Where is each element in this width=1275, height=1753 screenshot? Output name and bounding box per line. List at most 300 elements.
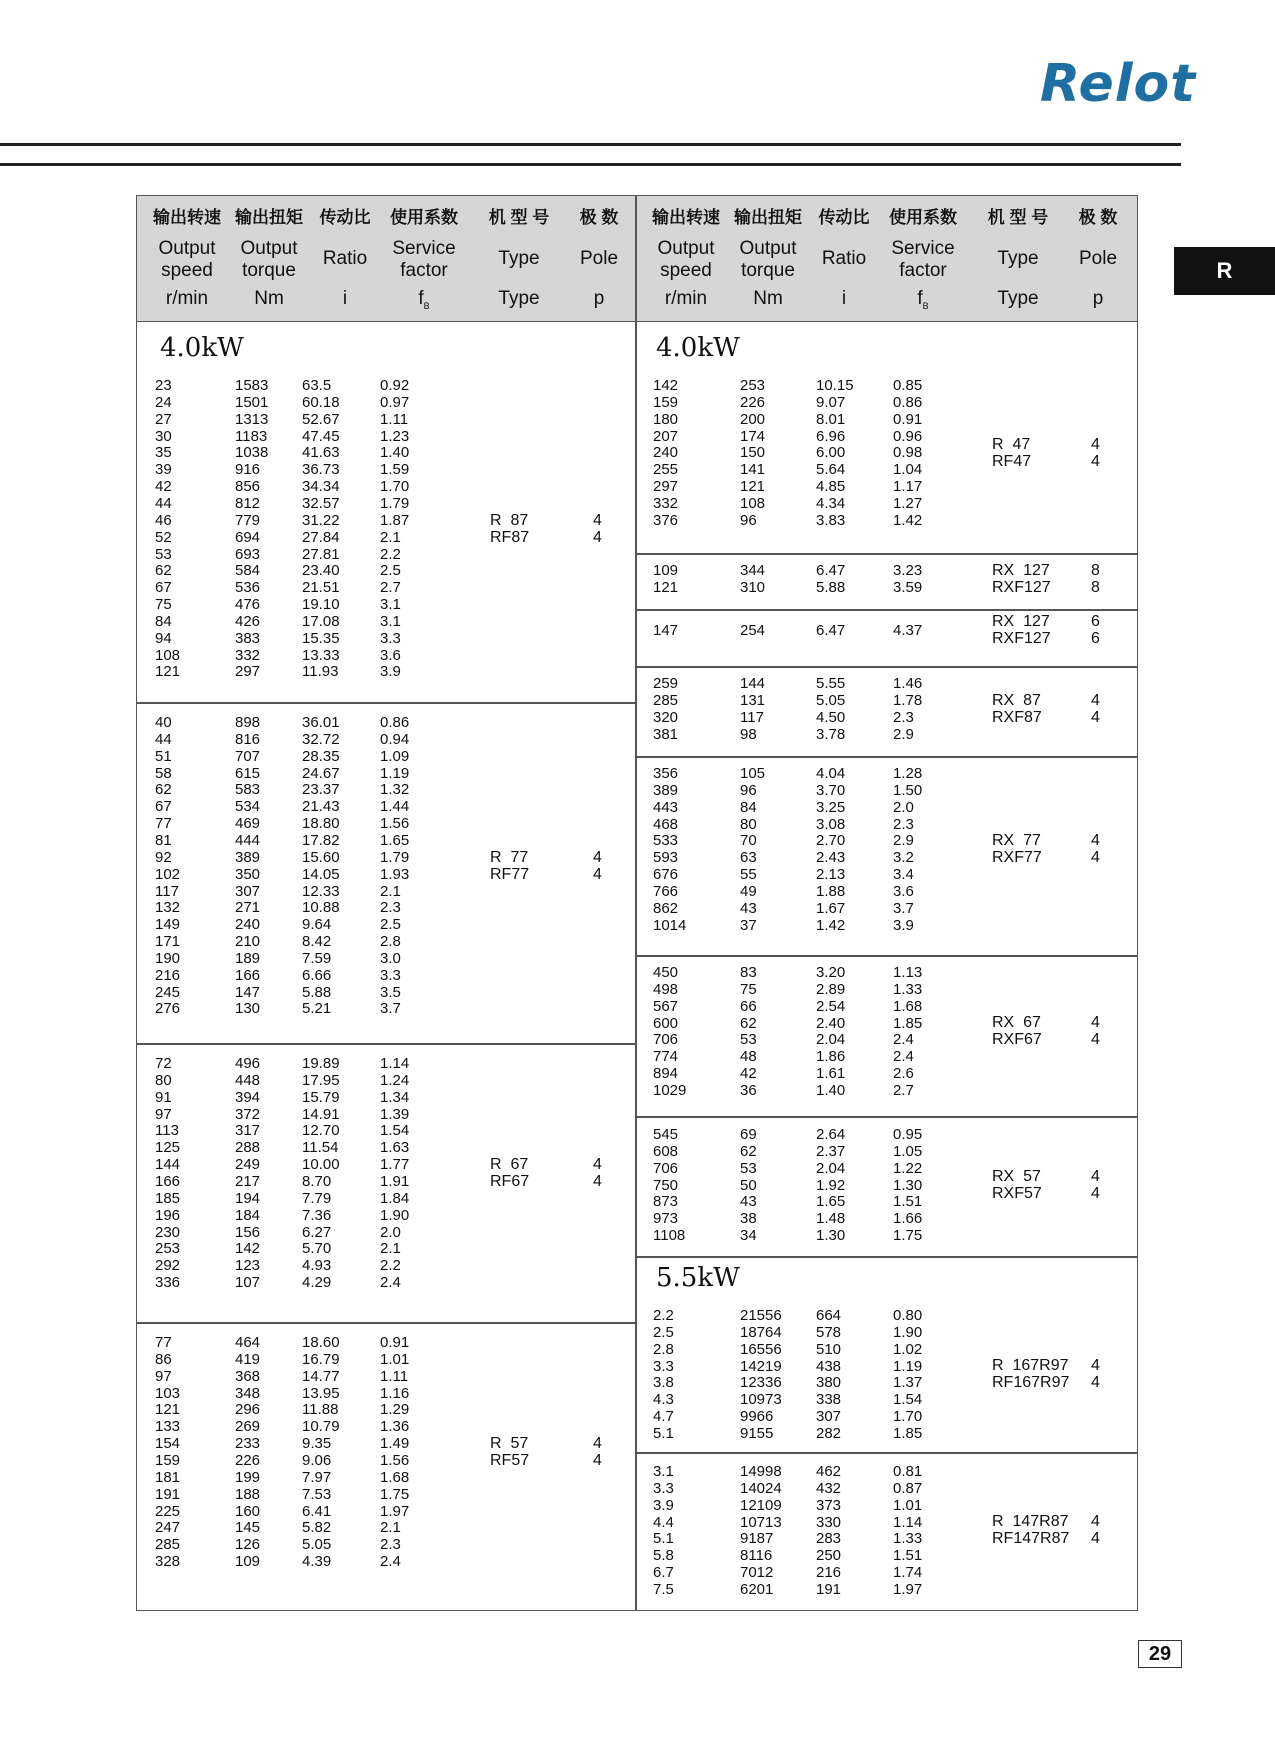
brand-logo-text: Relot: [1040, 54, 1197, 114]
table-row: [137, 866, 635, 884]
speed-cell: 3.9: [653, 1496, 674, 1514]
header-left-ratio-en: Ratio: [322, 248, 368, 269]
ratio-cell: 41.63: [302, 444, 340, 462]
speed-cell: 40: [155, 714, 172, 731]
service-factor-cell: 1.68: [893, 997, 923, 1015]
service-factor-cell: 1.36: [380, 1418, 410, 1436]
header-left-type-en: Type: [498, 248, 540, 269]
speed-cell: 108: [155, 646, 181, 664]
service-factor-cell: 0.92: [380, 377, 410, 394]
speed-cell: 1108: [653, 1227, 686, 1245]
group-separator: [636, 955, 1138, 957]
service-factor-cell: 4.37: [893, 622, 923, 639]
group-separator: [636, 1452, 1138, 1454]
service-factor-cell: 1.22: [893, 1159, 923, 1177]
speed-cell: 3.8: [653, 1374, 674, 1392]
ratio-cell: 13.95: [302, 1384, 340, 1402]
speed-cell: 297: [653, 478, 679, 496]
table-row: [636, 1126, 1138, 1144]
service-factor-cell: 2.1: [380, 882, 401, 900]
table-row: [137, 562, 635, 580]
ratio-cell: 1.67: [816, 899, 846, 917]
speed-cell: 24: [155, 393, 172, 411]
service-factor-cell: 1.90: [893, 1323, 923, 1341]
service-factor-cell: 2.7: [380, 579, 401, 597]
type-label-right-3: RX 87 RXF87: [992, 691, 1042, 726]
torque-cell: 694: [235, 528, 261, 546]
speed-cell: 67: [155, 798, 172, 816]
torque-cell: 233: [235, 1435, 261, 1453]
torque-cell: 145: [235, 1519, 261, 1537]
header-right-type-en: Type: [997, 248, 1039, 269]
service-factor-cell: 3.5: [380, 983, 401, 1001]
header-right-type-un: Type: [997, 288, 1039, 309]
torque-cell: 12109: [740, 1496, 782, 1514]
torque-cell: 10973: [740, 1391, 782, 1409]
torque-cell: 50: [740, 1176, 757, 1194]
table-row: [137, 1190, 635, 1208]
torque-cell: 469: [235, 815, 261, 833]
torque-cell: 816: [235, 730, 261, 748]
torque-cell: 307: [235, 882, 261, 900]
torque-cell: 199: [235, 1468, 261, 1486]
header-right-torque-cn: 输出扭矩: [734, 208, 802, 227]
ratio-cell: 7.79: [302, 1189, 332, 1207]
service-factor-cell: 1.49: [380, 1435, 410, 1453]
table-row: [137, 663, 635, 681]
torque-cell: 194: [235, 1189, 261, 1207]
speed-cell: 181: [155, 1468, 181, 1486]
speed-cell: 121: [155, 1401, 181, 1419]
service-factor-cell: 1.23: [380, 427, 410, 445]
ratio-cell: 10.00: [302, 1156, 340, 1174]
table-row: [137, 1553, 635, 1571]
speed-cell: 39: [155, 461, 172, 479]
ratio-cell: 2.37: [816, 1142, 846, 1160]
ratio-cell: 32.57: [302, 494, 340, 512]
ratio-cell: 23.40: [302, 562, 340, 580]
speed-cell: 2.8: [653, 1340, 674, 1358]
table-row: [137, 1435, 635, 1453]
table-row: [636, 428, 1138, 446]
table-row: [137, 596, 635, 614]
table-row: [137, 1055, 635, 1073]
type-label-left-0: R 87 RF87: [490, 511, 530, 546]
table-row: [636, 1547, 1138, 1565]
service-factor-cell: 2.3: [380, 899, 401, 917]
torque-cell: 141: [740, 461, 766, 479]
speed-cell: 125: [155, 1139, 181, 1157]
table-row: [137, 967, 635, 985]
service-factor-cell: 1.40: [380, 444, 410, 462]
speed-cell: 4.4: [653, 1513, 674, 1531]
torque-cell: 332: [235, 646, 261, 664]
service-factor-cell: 3.0: [380, 949, 401, 967]
ratio-cell: 5.70: [302, 1240, 332, 1258]
ratio-cell: 5.05: [302, 1536, 332, 1554]
table-row: [137, 394, 635, 412]
torque-cell: 448: [235, 1071, 261, 1089]
table-row: [636, 1324, 1138, 1342]
header-right-ratio-un: i: [841, 288, 847, 309]
torque-cell: 144: [740, 675, 766, 692]
service-factor-cell: 1.09: [380, 747, 410, 765]
service-factor-cell: 1.97: [893, 1580, 923, 1598]
type-label-left-1: R 77 RF77: [490, 848, 530, 883]
table-row: [636, 981, 1138, 999]
torque-cell: 296: [235, 1401, 261, 1419]
group-separator: [137, 702, 635, 704]
table-row: [636, 765, 1138, 783]
ratio-cell: 250: [816, 1547, 842, 1565]
ratio-cell: 19.89: [302, 1055, 340, 1072]
ratio-cell: 3.08: [816, 815, 846, 833]
ratio-cell: 21.51: [302, 579, 340, 597]
speed-cell: 230: [155, 1223, 181, 1241]
ratio-cell: 3.83: [816, 511, 846, 529]
torque-cell: 6201: [740, 1580, 774, 1598]
type-label-right-0: R 47 RF47: [992, 435, 1032, 470]
service-factor-cell: 1.29: [380, 1401, 410, 1419]
header-left-pole-cn: 极 数: [579, 208, 619, 227]
table-row: [636, 1463, 1138, 1481]
table-row: [636, 1227, 1138, 1245]
speed-cell: 77: [155, 815, 172, 833]
ratio-cell: 18.60: [302, 1334, 340, 1351]
torque-cell: 583: [235, 781, 261, 799]
torque-cell: 249: [235, 1156, 261, 1174]
service-factor-cell: 1.59: [380, 461, 410, 479]
speed-cell: 376: [653, 511, 679, 529]
service-factor-cell: 2.1: [380, 1519, 401, 1537]
service-factor-cell: 1.79: [380, 848, 410, 866]
torque-cell: 166: [235, 966, 261, 984]
speed-cell: 1029: [653, 1081, 687, 1099]
ratio-cell: 5.64: [816, 461, 846, 479]
torque-cell: 253: [740, 377, 766, 394]
speed-cell: 498: [653, 980, 679, 998]
ratio-cell: 11.93: [302, 663, 339, 681]
service-factor-cell: 1.85: [893, 1424, 923, 1442]
service-factor-cell: 1.63: [380, 1139, 410, 1157]
speed-cell: 103: [155, 1384, 181, 1402]
ratio-cell: 11.88: [302, 1401, 339, 1419]
torque-cell: 350: [235, 865, 261, 883]
table-row: [137, 984, 635, 1002]
service-factor-cell: 3.2: [893, 849, 914, 867]
torque-cell: 10713: [740, 1513, 782, 1531]
table-row: [636, 1480, 1138, 1498]
service-factor-cell: 2.1: [380, 1240, 401, 1258]
table-row: [636, 622, 1138, 640]
torque-cell: 368: [235, 1367, 261, 1385]
service-factor-cell: 0.86: [380, 714, 410, 731]
table-row: [137, 411, 635, 429]
ratio-cell: 3.25: [816, 798, 846, 816]
ratio-cell: 7.59: [302, 949, 332, 967]
service-factor-cell: 2.3: [380, 1536, 401, 1554]
torque-cell: 916: [235, 461, 261, 479]
speed-cell: 381: [653, 725, 679, 743]
group-separator: [636, 609, 1138, 611]
torque-cell: 105: [740, 765, 766, 782]
ratio-cell: 15.35: [302, 629, 340, 647]
service-factor-cell: 1.05: [893, 1142, 923, 1160]
table-row: [137, 1106, 635, 1124]
speed-cell: 44: [155, 730, 172, 748]
table-row: [636, 1210, 1138, 1228]
speed-cell: 676: [653, 866, 679, 884]
table-row: [636, 1564, 1138, 1582]
header-left-speed-un: r/min: [165, 288, 209, 309]
speed-cell: 255: [653, 461, 679, 479]
torque-cell: 271: [235, 899, 261, 917]
torque-cell: 36: [740, 1081, 757, 1099]
torque-cell: 121: [740, 478, 766, 496]
speed-cell: 62: [155, 562, 172, 580]
table-row: [137, 512, 635, 530]
table-row: [636, 1065, 1138, 1083]
header-left-type-un: Type: [498, 288, 540, 309]
speed-cell: 285: [653, 691, 679, 709]
service-factor-cell: 0.81: [893, 1463, 923, 1480]
table-row: [636, 1048, 1138, 1066]
torque-cell: 126: [235, 1536, 261, 1554]
speed-cell: 2.5: [653, 1323, 674, 1341]
header-rule-bottom: [0, 163, 1181, 166]
table-row: [137, 1257, 635, 1275]
table-row: [636, 692, 1138, 710]
service-factor-cell: 1.90: [380, 1206, 410, 1224]
torque-cell: 109: [235, 1553, 261, 1571]
torque-cell: 812: [235, 494, 261, 512]
table-row: [636, 1307, 1138, 1325]
torque-cell: 107: [235, 1274, 261, 1292]
group-separator: [636, 553, 1138, 555]
torque-cell: 49: [740, 882, 757, 900]
ratio-cell: 5.05: [816, 691, 846, 709]
speed-cell: 862: [653, 899, 679, 917]
table-row: [636, 1031, 1138, 1049]
table-row: [636, 1082, 1138, 1100]
ratio-cell: 12.70: [302, 1122, 340, 1140]
ratio-cell: 4.39: [302, 1553, 332, 1571]
torque-cell: 37: [740, 916, 757, 934]
speed-cell: 4.3: [653, 1391, 674, 1409]
ratio-cell: 2.04: [816, 1031, 846, 1049]
service-factor-cell: 1.44: [380, 798, 410, 816]
service-factor-cell: 1.01: [380, 1350, 410, 1368]
ratio-cell: 6.27: [302, 1223, 332, 1241]
ratio-cell: 1.92: [816, 1176, 846, 1194]
table-row: [137, 1503, 635, 1521]
pole-label-right-4: 4 4: [1091, 832, 1100, 867]
service-factor-cell: 0.86: [893, 393, 923, 411]
speed-cell: 97: [155, 1105, 172, 1123]
power-right-0: 4.0kW: [656, 333, 740, 363]
selection-table: [136, 195, 1138, 1611]
speed-cell: 774: [653, 1048, 679, 1066]
table-row: [137, 832, 635, 850]
table-row: [137, 1122, 635, 1140]
service-factor-cell: 1.77: [380, 1156, 410, 1174]
pole-label-right-6: 4 4: [1091, 1167, 1100, 1202]
group-separator: [636, 756, 1138, 758]
ratio-cell: 6.47: [816, 562, 846, 579]
torque-cell: 108: [740, 494, 766, 512]
table-row: [137, 883, 635, 901]
table-row: [636, 709, 1138, 727]
group-separator: [137, 1322, 635, 1324]
torque-cell: 310: [740, 578, 766, 596]
ratio-cell: 15.79: [302, 1088, 340, 1106]
speed-cell: 706: [653, 1159, 679, 1177]
torque-cell: 394: [235, 1088, 261, 1106]
service-factor-cell: 1.30: [893, 1176, 923, 1194]
speed-cell: 545: [653, 1126, 679, 1143]
torque-cell: 210: [235, 933, 261, 951]
speed-cell: 86: [155, 1350, 172, 1368]
table-row: [137, 1240, 635, 1258]
speed-cell: 67: [155, 579, 172, 597]
speed-cell: 166: [155, 1172, 181, 1190]
torque-cell: 55: [740, 866, 757, 884]
service-factor-cell: 1.97: [380, 1502, 410, 1520]
table-row: [137, 1401, 635, 1419]
service-factor-cell: 1.14: [380, 1055, 410, 1072]
service-factor-cell: 2.2: [380, 545, 401, 563]
speed-cell: 873: [653, 1193, 679, 1211]
torque-cell: 150: [740, 444, 766, 462]
ratio-cell: 7.36: [302, 1206, 332, 1224]
ratio-cell: 5.88: [816, 578, 846, 596]
service-factor-cell: 3.9: [380, 663, 401, 681]
speed-cell: 216: [155, 966, 181, 984]
table-row: [137, 714, 635, 732]
table-row: [636, 444, 1138, 462]
pole-label-right-3: 4 4: [1091, 691, 1100, 726]
speed-cell: 336: [155, 1274, 181, 1292]
speed-cell: 245: [155, 983, 181, 1001]
ratio-cell: 2.04: [816, 1159, 846, 1177]
speed-cell: 292: [155, 1257, 181, 1275]
power-left-0: 4.0kW: [160, 333, 244, 363]
speed-cell: 320: [653, 708, 679, 726]
speed-cell: 84: [155, 612, 172, 630]
table-row: [636, 1143, 1138, 1161]
service-factor-cell: 2.9: [893, 832, 914, 850]
ratio-cell: 9.06: [302, 1451, 332, 1469]
torque-cell: 131: [740, 691, 766, 709]
ratio-cell: 664: [816, 1307, 842, 1324]
ratio-cell: 23.37: [302, 781, 340, 799]
speed-cell: 706: [653, 1031, 679, 1049]
ratio-cell: 36.73: [302, 461, 340, 479]
table-row: [636, 1193, 1138, 1211]
speed-cell: 97: [155, 1367, 172, 1385]
service-factor-cell: 1.46: [893, 675, 923, 692]
service-factor-cell: 0.98: [893, 444, 923, 462]
ratio-cell: 13.33: [302, 646, 340, 664]
torque-cell: 615: [235, 764, 261, 782]
ratio-cell: 34.34: [302, 478, 340, 496]
torque-cell: 96: [740, 781, 757, 799]
ratio-cell: 8.42: [302, 933, 332, 951]
speed-cell: 2.2: [653, 1307, 674, 1324]
torque-cell: 62: [740, 1142, 757, 1160]
table-row: [137, 428, 635, 446]
service-factor-cell: 2.4: [893, 1048, 914, 1066]
ratio-cell: 282: [816, 1424, 842, 1442]
table-row: [137, 579, 635, 597]
ratio-cell: 9.35: [302, 1435, 332, 1453]
table-row: [137, 1486, 635, 1504]
table-row: [636, 562, 1138, 580]
speed-cell: 180: [653, 410, 679, 428]
type-label-right-4: RX 77 RXF77: [992, 832, 1042, 867]
service-factor-cell: 1.56: [380, 815, 410, 833]
service-factor-cell: 1.04: [893, 461, 923, 479]
table-row: [636, 726, 1138, 744]
table-row: [636, 917, 1138, 935]
ratio-cell: 2.43: [816, 849, 846, 867]
ratio-cell: 283: [816, 1530, 842, 1548]
speed-cell: 171: [155, 933, 181, 951]
table-row: [137, 1452, 635, 1470]
ratio-cell: 7.53: [302, 1485, 332, 1503]
pole-label-left-3: 4 4: [593, 1434, 602, 1469]
header-right-pole-cn: 极 数: [1078, 208, 1118, 227]
speed-cell: 259: [653, 675, 679, 692]
service-factor-cell: 1.54: [893, 1391, 923, 1409]
ratio-cell: 1.30: [816, 1227, 846, 1245]
ratio-cell: 438: [816, 1357, 842, 1375]
pole-label-right-1: 8 8: [1091, 561, 1100, 596]
table-row: [137, 1224, 635, 1242]
service-factor-cell: 1.01: [893, 1496, 923, 1514]
service-factor-cell: 1.65: [380, 831, 410, 849]
torque-cell: 48: [740, 1048, 757, 1066]
service-factor-cell: 1.54: [380, 1122, 410, 1140]
pole-label-left-1: 4 4: [593, 848, 602, 883]
torque-cell: 9187: [740, 1530, 774, 1548]
table-row: [636, 1015, 1138, 1033]
table-row: [636, 495, 1138, 513]
table-row: [636, 832, 1138, 850]
torque-cell: 693: [235, 545, 261, 563]
speed-cell: 190: [155, 949, 181, 967]
speed-cell: 117: [155, 882, 179, 900]
torque-cell: 130: [235, 1000, 261, 1018]
power-right-7: 5.5kW: [656, 1263, 740, 1293]
speed-cell: 44: [155, 494, 172, 512]
table-row: [636, 1177, 1138, 1195]
speed-cell: 121: [653, 578, 679, 596]
torque-cell: 147: [235, 983, 261, 1001]
speed-cell: 77: [155, 1334, 172, 1351]
ratio-cell: 1.48: [816, 1210, 846, 1228]
table-row: [137, 765, 635, 783]
pole-label-left-0: 4 4: [593, 511, 602, 546]
ratio-cell: 9.07: [816, 393, 846, 411]
ratio-cell: 15.60: [302, 848, 340, 866]
pole-label-left-2: 4 4: [593, 1155, 602, 1190]
table-row: [137, 546, 635, 564]
service-factor-cell: 3.1: [380, 612, 401, 630]
speed-cell: 75: [155, 596, 172, 614]
table-row: [636, 512, 1138, 530]
ratio-cell: 2.64: [816, 1126, 846, 1143]
